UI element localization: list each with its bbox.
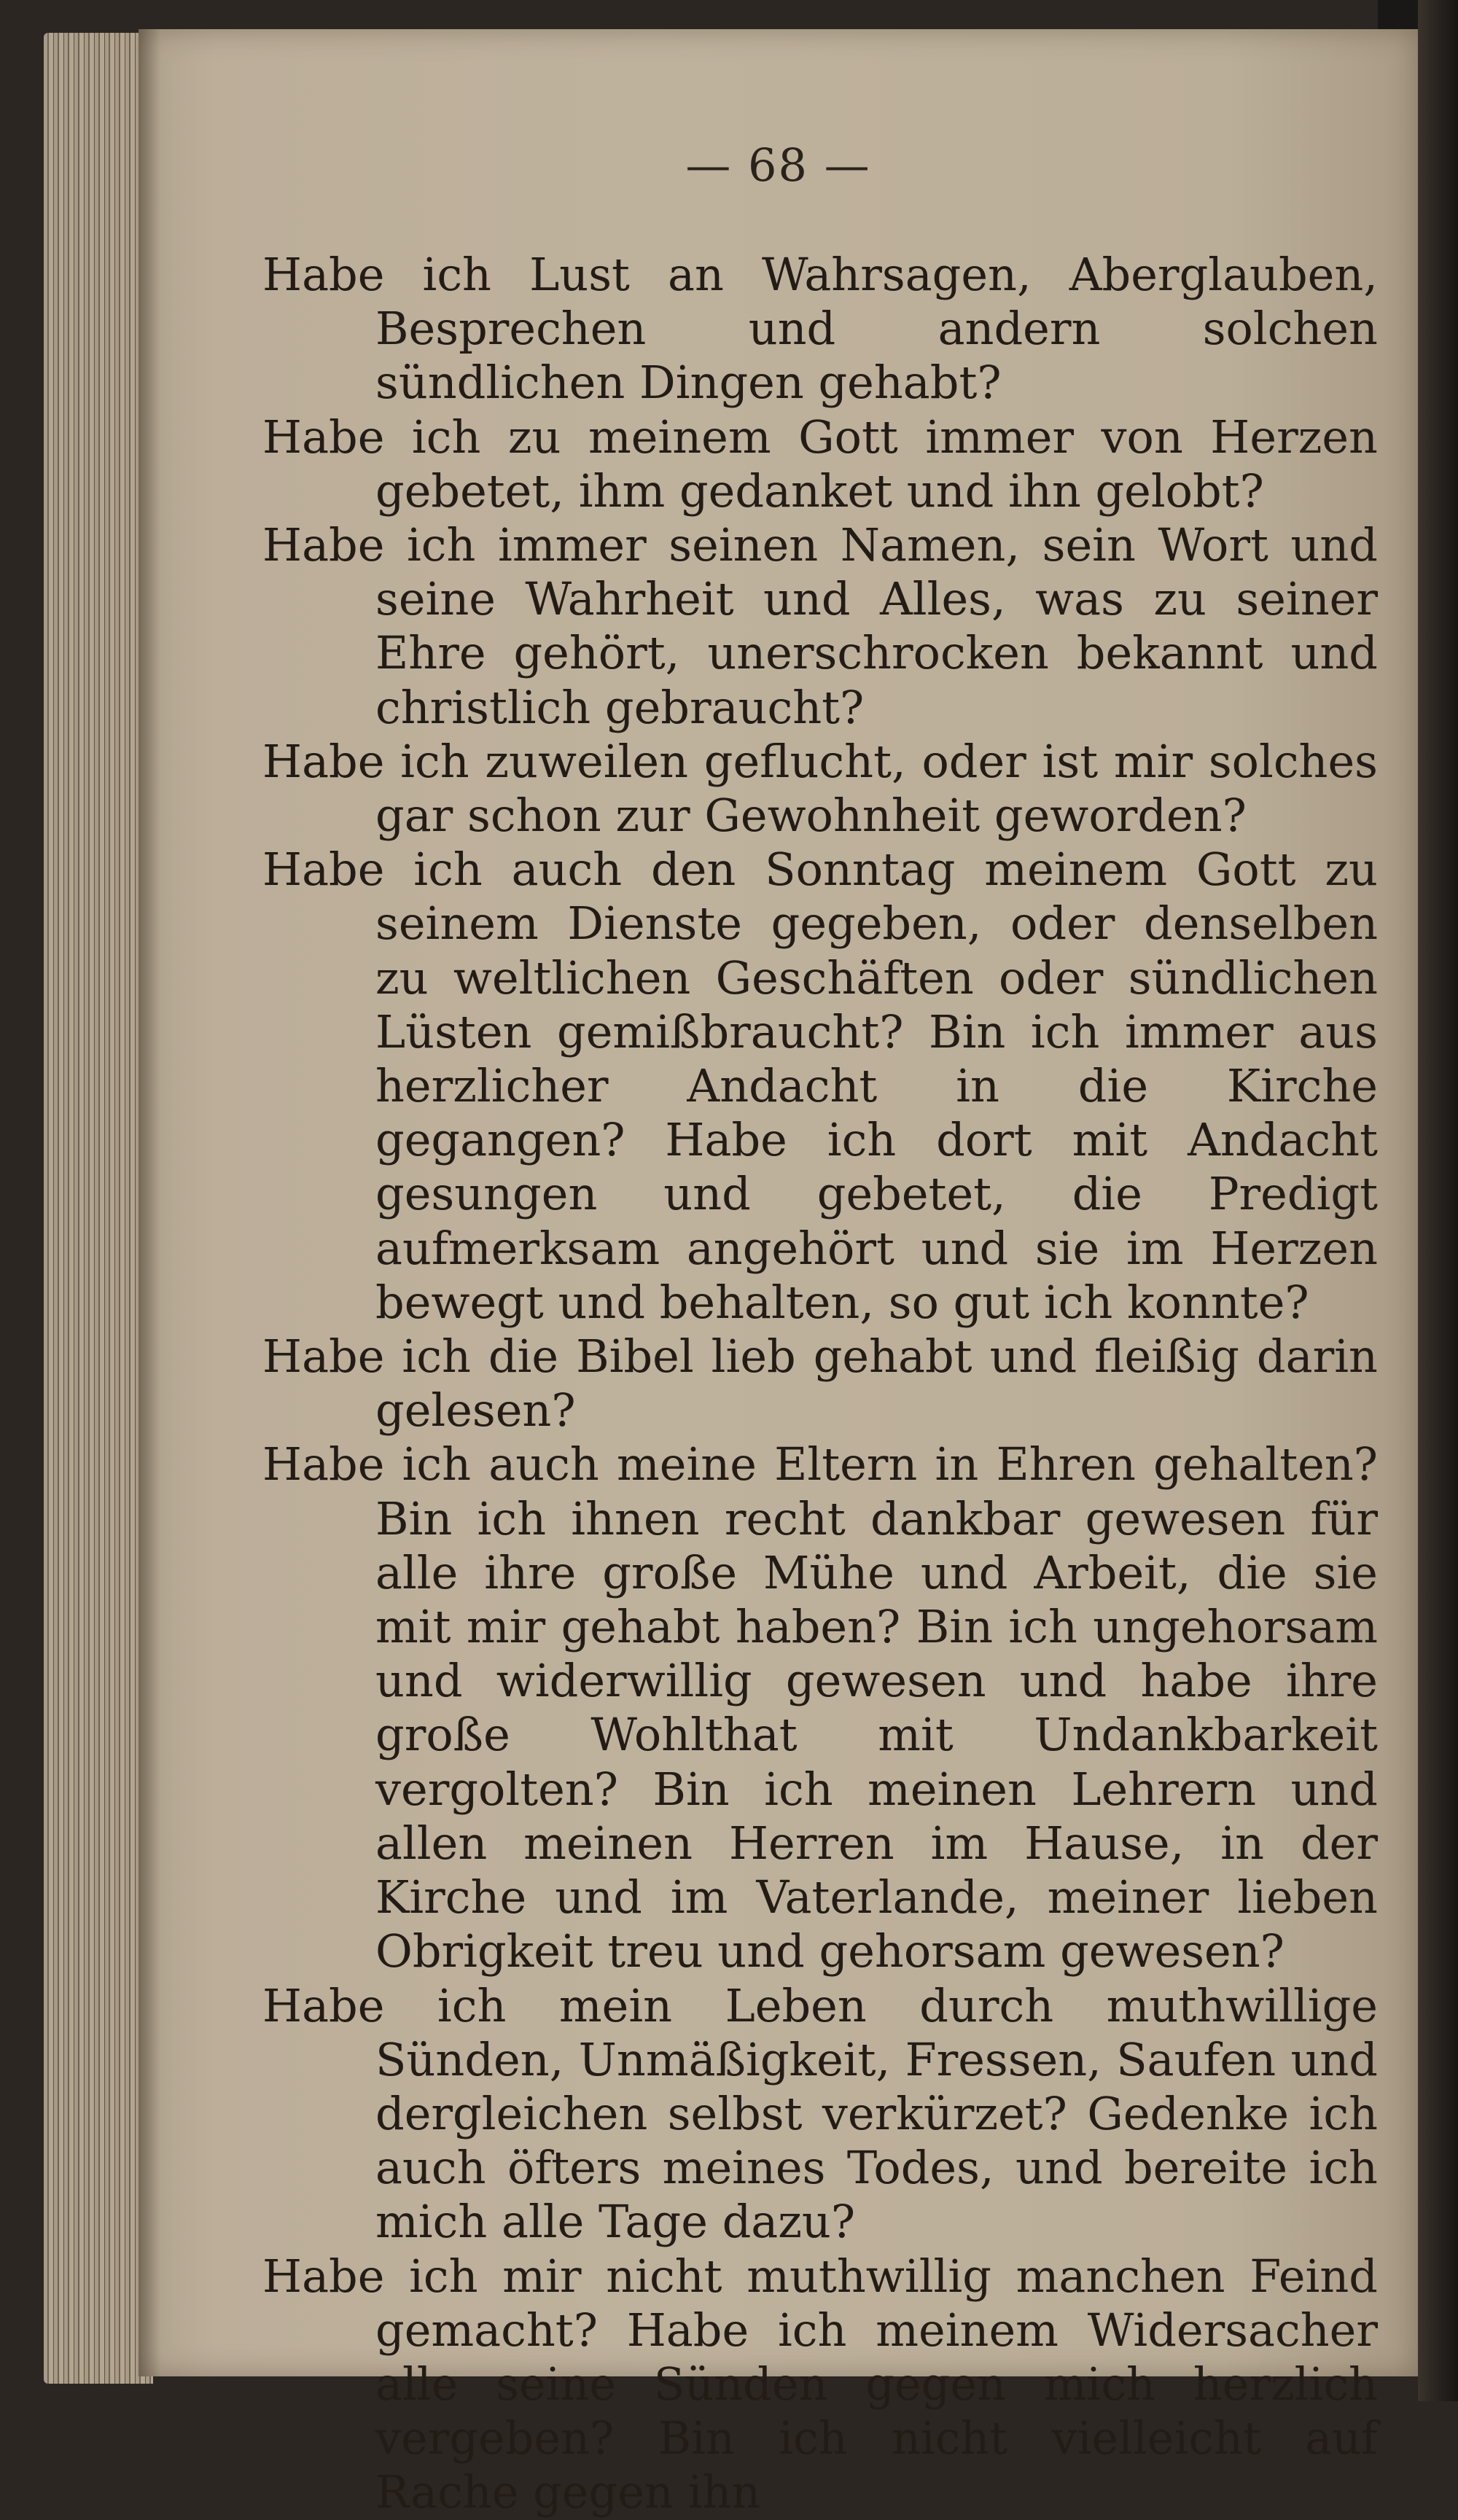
paragraph: Habe ich die Bibel lieb gehabt und fleißig darin gelesen?: [262, 1330, 1378, 1438]
paragraph: Habe ich immer seinen Namen, sein Wort und seine Wahrheit und Alles, was zu seiner Ehre gehört, unerschrocken bekannt und christlich gebraucht?: [262, 518, 1378, 734]
book-binding-edge: [1418, 0, 1458, 2401]
paragraph: Habe ich mein Leben durch muthwillige Sünden, Unmäßigkeit, Fressen, Saufen und dergleichen selbst verkürzet? Gedenke ich auch öfters meines Todes, und bereite ich mich alle Tage dazu?: [262, 1978, 1378, 2249]
paragraph: Habe ich mir nicht muthwillig manchen Feind gemacht? Habe ich meinem Widersacher alle seine Sünden gegen mich herzlich vergeben? Bin ich nicht vielleicht auf Rache gegen ihn: [262, 2249, 1378, 2519]
paragraph: Habe ich auch meine Eltern in Ehren gehalten? Bin ich ihnen recht dankbar gewesen für alle ihre große Mühe und Arbeit, die sie mit mir gehabt haben? Bin ich ungehorsam und widerwillig gewesen und habe ihre große Wohlthat mit Undankbarkeit vergolten? Bin ich meinen Lehrern und allen meinen Herren im Hause, in der Kirche und im Vaterlande, meiner lieben Obrigkeit treu und gehorsam gewesen?: [262, 1438, 1378, 1978]
book-page: [139, 29, 1418, 2519]
page-stack-edges: [44, 33, 153, 2384]
paragraph: Habe ich zuweilen geflucht, oder ist mir solches gar schon zur Gewohnheit geworden?: [262, 734, 1378, 843]
paragraph: Habe ich zu meinem Gott immer von Herzen gebetet, ihm gedanket und ihn gelobt?: [262, 410, 1378, 518]
paragraph: Habe ich Lust an Wahrsagen, Aberglauben, Besprechen und andern solchen sündlichen Dingen gehabt?: [262, 248, 1378, 410]
page-text: [262, 248, 1378, 2520]
gutter-shadow: [139, 29, 160, 2376]
page-number: — 68 —: [685, 139, 871, 192]
paragraph: Habe ich auch den Sonntag meinem Gott zu seinem Dienste gegeben, oder denselben zu weltlichen Geschäften oder sündlichen Lüsten gemißbraucht? Bin ich immer aus herzlicher Andacht in die Kirche gegangen? Habe ich dort mit Andacht gesungen und gebetet, die Predigt aufmerksam angehört und sie im Herzen bewegt und behalten, so gut ich konnte?: [262, 843, 1378, 1329]
